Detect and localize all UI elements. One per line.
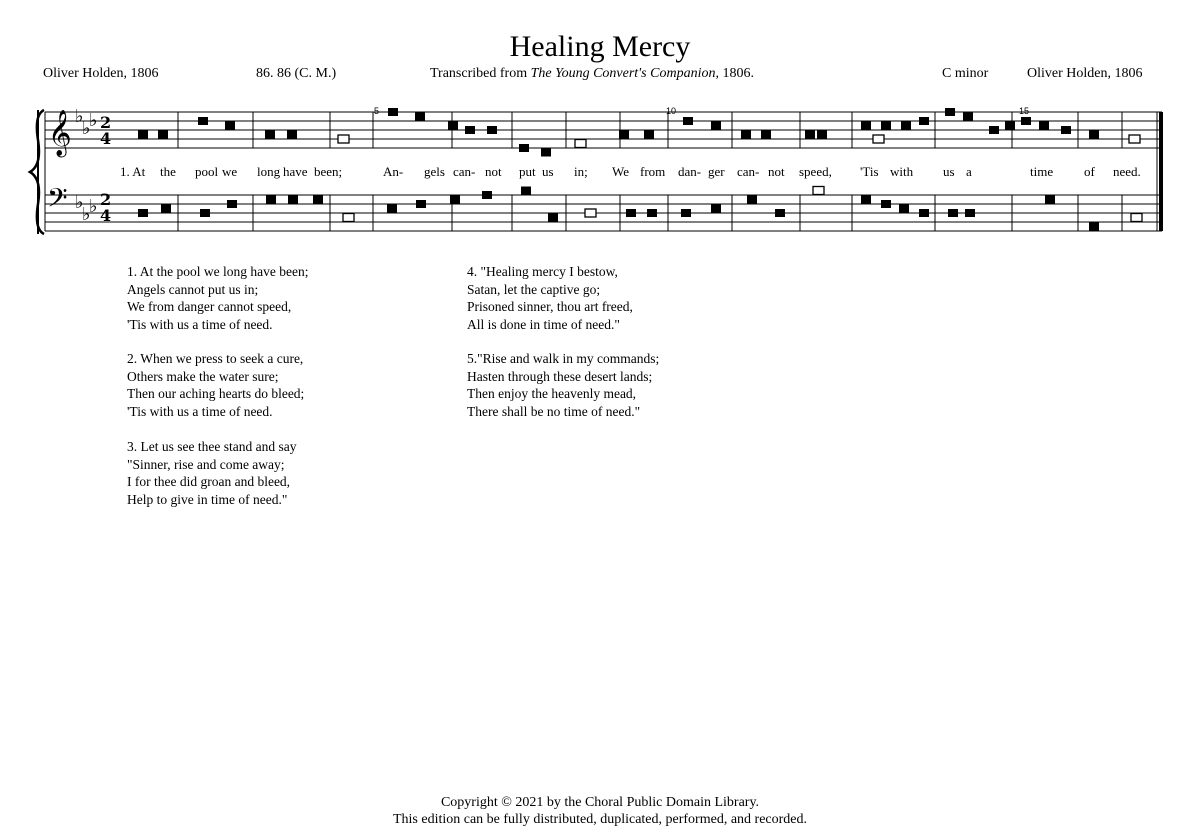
note-head bbox=[541, 149, 551, 157]
treble-clef-icon: 𝄞 bbox=[48, 110, 72, 156]
lyric-syllable: can- bbox=[453, 164, 476, 179]
note-head bbox=[681, 209, 691, 217]
note-head bbox=[881, 122, 891, 130]
license-line: This edition can be fully distributed, duplicated, performed, and recorded. bbox=[392, 812, 808, 827]
music-score bbox=[0, 0, 1200, 250]
note-head bbox=[450, 196, 460, 204]
svg-text:♭: ♭ bbox=[89, 110, 98, 131]
verse-line: We from danger cannot speed, bbox=[127, 299, 292, 314]
note-head bbox=[1021, 117, 1031, 125]
time-sig-top-bass: 2 bbox=[100, 190, 112, 209]
verse-line: 3. Let us see thee stand and say bbox=[127, 439, 297, 454]
note-head bbox=[1039, 122, 1049, 130]
note-head bbox=[919, 117, 929, 125]
verse-5 bbox=[467, 350, 659, 420]
verse-line: 5."Rise and walk in my commands; bbox=[467, 351, 660, 366]
verse-line: Help to give in time of need." bbox=[127, 491, 288, 507]
note-head bbox=[619, 131, 629, 139]
verse-line: 2. When we press to seek a cure, bbox=[127, 351, 304, 366]
page-title: Healing Mercy bbox=[509, 30, 691, 63]
lyric-syllable: the bbox=[160, 164, 176, 179]
note-head bbox=[198, 117, 208, 125]
half-note bbox=[1131, 214, 1142, 222]
note-head bbox=[919, 209, 929, 217]
key-signature-treble bbox=[75, 106, 98, 139]
svg-text:♭: ♭ bbox=[75, 192, 84, 213]
note-head bbox=[741, 131, 751, 139]
lyric-syllable: gels bbox=[424, 164, 445, 179]
svg-text:♭: ♭ bbox=[75, 106, 84, 127]
note-head bbox=[747, 196, 757, 204]
verse-line: Then enjoy the heavenly mead, bbox=[467, 386, 637, 401]
note-head bbox=[805, 131, 815, 139]
lyric-syllable: long bbox=[257, 164, 281, 179]
note-head bbox=[761, 131, 771, 139]
lyric-syllable: 'Tis bbox=[860, 164, 879, 179]
note-head bbox=[519, 144, 529, 152]
bass-notes bbox=[138, 187, 1142, 231]
half-note bbox=[338, 135, 349, 143]
note-head bbox=[963, 113, 973, 121]
source-prefix: Transcribed from bbox=[430, 66, 531, 81]
svg-text:♭: ♭ bbox=[82, 118, 91, 139]
note-head bbox=[711, 122, 721, 130]
source-suffix: , 1806. bbox=[715, 66, 754, 81]
note-head bbox=[161, 205, 171, 213]
note-head bbox=[775, 209, 785, 217]
time-signature-treble bbox=[100, 113, 111, 148]
note-head bbox=[647, 209, 657, 217]
verse-line: Angels cannot put us in; bbox=[127, 281, 259, 297]
note-head bbox=[288, 196, 298, 204]
note-head bbox=[416, 200, 426, 208]
note-head bbox=[901, 122, 911, 130]
measure-number: 10 bbox=[666, 106, 677, 116]
note-head bbox=[225, 122, 235, 130]
lyric-syllable: with bbox=[890, 164, 914, 179]
verse-line: 'Tis with us a time of need. bbox=[127, 403, 273, 419]
note-head bbox=[227, 200, 237, 208]
lyric-syllable: us bbox=[943, 164, 955, 179]
source-title: The Young Convert's Companion bbox=[530, 66, 716, 81]
half-note bbox=[1129, 135, 1140, 143]
note-head bbox=[1061, 126, 1071, 134]
note-head bbox=[200, 209, 210, 217]
verse-line: Satan, let the captive go; bbox=[467, 281, 601, 297]
lyric-syllable: in; bbox=[574, 164, 588, 179]
lyric-syllable: time bbox=[1030, 164, 1054, 179]
lyric-syllable: An- bbox=[383, 164, 404, 179]
note-head bbox=[817, 131, 827, 139]
note-head bbox=[388, 108, 398, 116]
note-head bbox=[948, 209, 958, 217]
measure-number: 15 bbox=[1019, 106, 1030, 116]
note-head bbox=[482, 191, 492, 199]
copyright-footer bbox=[0, 794, 1200, 828]
verse-line: Prisoned sinner, thou art freed, bbox=[467, 299, 633, 314]
note-head bbox=[989, 126, 999, 134]
composer-right: Oliver Holden, 1806 bbox=[1027, 66, 1143, 81]
note-head bbox=[266, 196, 276, 204]
note-head bbox=[644, 131, 654, 139]
lyric-syllable: pool bbox=[195, 164, 219, 179]
half-note bbox=[813, 187, 824, 195]
note-head bbox=[158, 131, 168, 139]
half-note bbox=[343, 214, 354, 222]
lyric-syllable: not bbox=[485, 164, 502, 179]
note-head bbox=[487, 126, 497, 134]
verse-4 bbox=[467, 263, 633, 333]
note-head bbox=[899, 205, 909, 213]
note-head bbox=[448, 122, 458, 130]
bass-clef-icon: 𝄢 bbox=[47, 182, 68, 220]
note-head bbox=[465, 126, 475, 134]
verse-line: There shall be no time of need." bbox=[467, 403, 641, 419]
copyright-line: Copyright © 2021 by the Choral Public Domain Library. bbox=[440, 795, 760, 810]
verse-line: 4. "Healing mercy I bestow, bbox=[467, 264, 618, 279]
note-head bbox=[1089, 131, 1099, 139]
note-head bbox=[548, 214, 558, 222]
note-head bbox=[965, 209, 975, 217]
verse-line: Hasten through these desert lands; bbox=[467, 368, 653, 384]
note-head bbox=[861, 196, 871, 204]
note-head bbox=[313, 196, 323, 204]
note-head bbox=[683, 117, 693, 125]
composer-left: Oliver Holden, 1806 bbox=[43, 66, 159, 81]
time-sig-top: 2 bbox=[100, 113, 112, 132]
verse-1 bbox=[127, 263, 308, 333]
lyric-syllable: of bbox=[1084, 164, 1095, 179]
note-head bbox=[626, 209, 636, 217]
key-signature-bass bbox=[75, 192, 98, 225]
verse-line: Then our aching hearts do bleed; bbox=[127, 386, 305, 401]
note-head bbox=[1089, 223, 1099, 231]
lyric-syllable: dan- bbox=[678, 164, 702, 179]
lyric-syllable: have bbox=[283, 164, 308, 179]
lyric-syllable: ger bbox=[708, 164, 725, 179]
note-head bbox=[521, 187, 531, 195]
time-sig-bottom: 4 bbox=[100, 129, 112, 148]
meter-label: 86. 86 (C. M.) bbox=[256, 66, 337, 81]
lyric-syllable: not bbox=[768, 164, 785, 179]
note-head bbox=[861, 122, 871, 130]
verse-line: "Sinner, rise and come away; bbox=[127, 456, 285, 472]
lyric-syllable: a bbox=[966, 164, 972, 179]
note-head bbox=[387, 205, 397, 213]
time-signature-bass bbox=[100, 190, 111, 225]
verse-line: 'Tis with us a time of need. bbox=[127, 316, 273, 332]
note-head bbox=[1005, 122, 1015, 130]
note-head bbox=[881, 200, 891, 208]
key-label: C minor bbox=[942, 66, 989, 81]
lyric-syllable: us bbox=[542, 164, 554, 179]
lyric-syllable: speed, bbox=[799, 164, 832, 179]
note-head bbox=[711, 205, 721, 213]
lyric-syllable: We bbox=[612, 164, 629, 179]
note-head bbox=[138, 209, 148, 217]
verse-line: 1. At the pool we long have been; bbox=[127, 264, 309, 279]
note-head bbox=[945, 108, 955, 116]
lyric-syllable: we bbox=[222, 164, 238, 179]
lyric-syllable: can- bbox=[737, 164, 760, 179]
note-head bbox=[287, 131, 297, 139]
measure-number: 5 bbox=[374, 106, 380, 116]
lyric-syllable: need. bbox=[1113, 164, 1141, 179]
lyrics-line bbox=[120, 164, 1141, 179]
verse-line: I for thee did groan and bleed, bbox=[127, 474, 291, 489]
note-head bbox=[415, 113, 425, 121]
lyric-syllable: 1. At bbox=[120, 164, 146, 179]
note-head bbox=[1045, 196, 1055, 204]
treble-notes bbox=[138, 108, 1140, 157]
verse-line: Others make the water sure; bbox=[127, 368, 279, 384]
note-head bbox=[138, 131, 148, 139]
verse-line: All is done in time of need." bbox=[467, 316, 620, 332]
verse-2 bbox=[127, 350, 304, 420]
half-note bbox=[873, 135, 884, 143]
half-note bbox=[575, 140, 586, 148]
lyric-syllable: from bbox=[640, 164, 666, 179]
svg-text:♭: ♭ bbox=[89, 196, 98, 217]
note-head bbox=[265, 131, 275, 139]
half-note bbox=[585, 209, 596, 217]
verse-3 bbox=[127, 438, 296, 508]
svg-text:♭: ♭ bbox=[82, 204, 91, 225]
lyric-syllable: been; bbox=[314, 164, 343, 179]
time-sig-bottom-bass: 4 bbox=[100, 206, 112, 225]
lyric-syllable: put bbox=[519, 164, 536, 179]
